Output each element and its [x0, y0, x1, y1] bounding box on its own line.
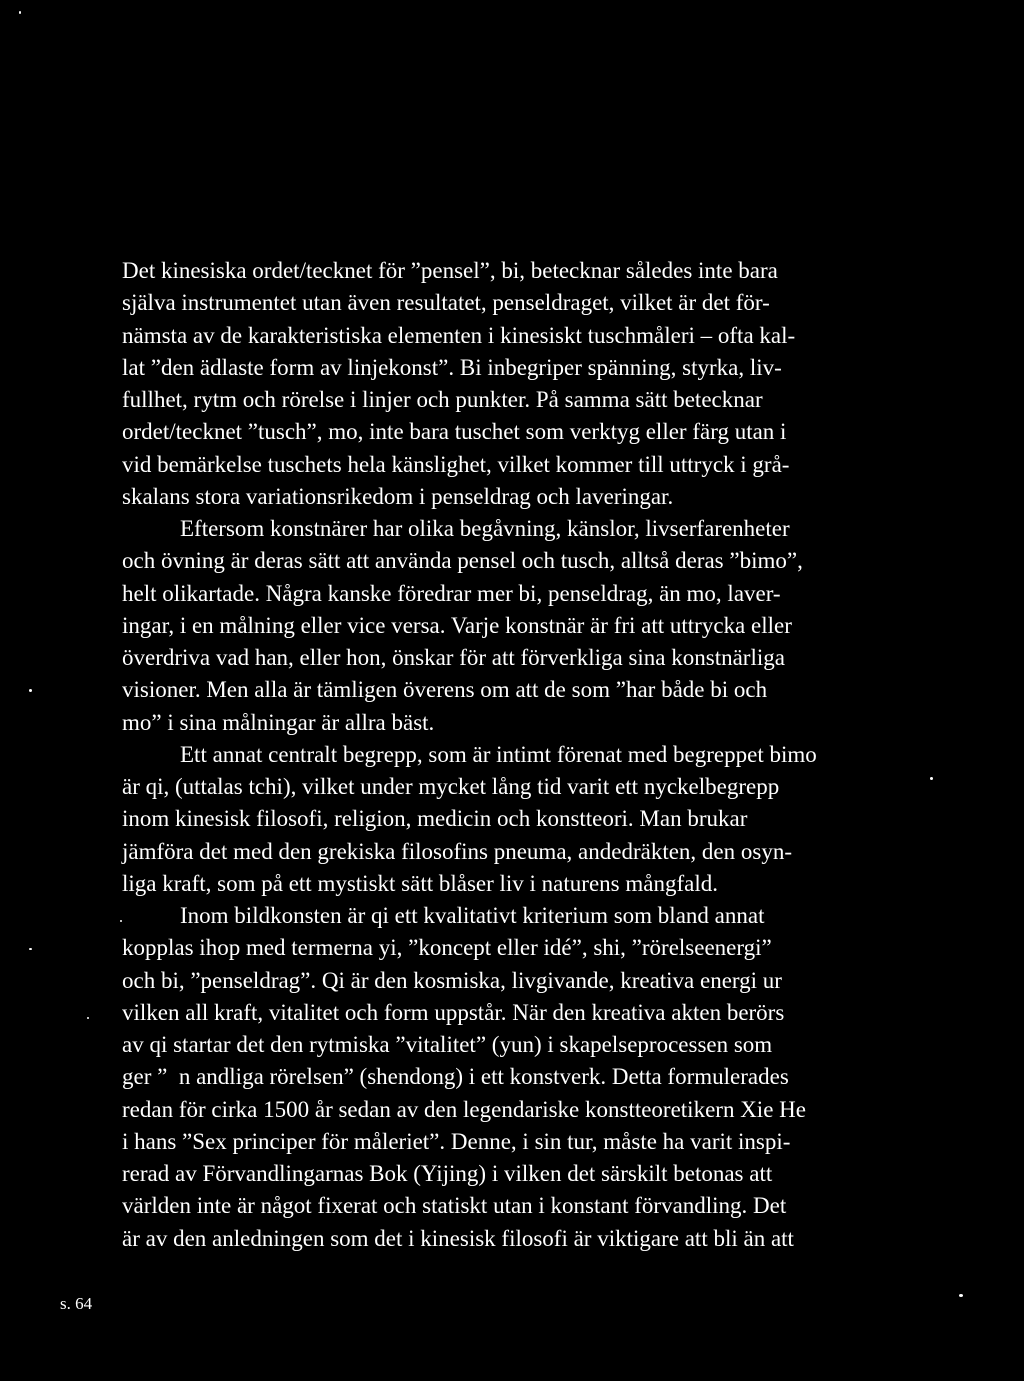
text-line: nämsta av de karakteristiska elementen i kinesiskt tuschmåleri – ofta kal- [122, 322, 796, 348]
text-line: redan för cirka 1500 år sedan av den legendariske konstteoretikern Xie He [122, 1096, 806, 1122]
text-line: lat ”den ädlaste form av linjekonst”. Bi inbegriper spänning, styrka, liv- [122, 354, 782, 380]
text-line: Ett annat centralt begrepp, som är intimt förenat med begreppet bimo [180, 741, 817, 767]
text-line: visioner. Men alla är tämligen överens om att de som ”har både bi och [122, 677, 768, 703]
text-line: själva instrumentet utan även resultatet, penseldraget, vilket är det för- [122, 290, 770, 316]
text-line: liga kraft, som på ett mystiskt sätt blåser liv i naturens mångfald. [122, 870, 718, 896]
text-line: mo” i sina målningar är allra bäst. [122, 709, 435, 735]
text-line: världen inte är något fixerat och statiskt utan i konstant förvandling. Det [122, 1193, 787, 1219]
text-line: av qi startar det den rytmiska ”vitalitet” (yun) i skapelseprocessen som [122, 1032, 773, 1057]
text-line: ger ” n andliga rörelsen” (shendong) i ett konstverk. Detta formulerades [122, 1064, 789, 1090]
text-line: kopplas ihop med termerna yi, ”koncept eller idé”, shi, ”rörelseenergi” [122, 935, 772, 961]
text-line: vid bemärkelse tuschets hela känslighet, vilket kommer till uttryck i grå- [122, 451, 790, 477]
text-line: helt olikartade. Några kanske föredrar mer bi, penseldrag, än mo, laver- [122, 580, 781, 606]
text-line: Eftersom konstnärer har olika begåvning, känslor, livserfarenheter [180, 516, 790, 541]
body-text [122, 255, 882, 1255]
text-line: skalans stora variationsrikedom i penseldrag och laveringar. [122, 483, 674, 509]
dust-speck [29, 948, 32, 950]
text-line: ingar, i en målning eller vice versa. Varje konstnär är fri att uttrycka eller [122, 612, 792, 638]
dust-speck [959, 1294, 963, 1297]
text-line: Inom bildkonsten är qi ett kvalitativt kriterium som bland annat [180, 903, 765, 928]
dust-speck [87, 1017, 89, 1019]
text-line: inom kinesisk filosofi, religion, medicin och konstteori. Man brukar [122, 806, 748, 832]
text-line: överdriva vad han, eller hon, önskar för att förverkliga sina konstnärliga [122, 645, 785, 670]
dust-speck [19, 11, 21, 14]
text-line: vilken all kraft, vitalitet och form uppstår. När den kreativa akten berörs [122, 999, 785, 1025]
text-line: och bi, ”penseldrag”. Qi är den kosmiska, livgivande, kreativa energi ur [122, 967, 782, 993]
dust-speck [930, 777, 933, 780]
text-line: i hans ”Sex principer för måleriet”. Denne, i sin tur, måste ha varit inspi- [122, 1128, 791, 1154]
text-line: fullhet, rytm och rörelse i linjer och punkter. På samma sätt betecknar [122, 387, 763, 412]
text-line: Det kinesiska ordet/tecknet för ”pensel”, bi, betecknar således inte bara [122, 258, 778, 283]
page-number: s. 64 [60, 1294, 93, 1313]
text-line: rerad av Förvandlingarnas Bok (Yijing) i vilken det särskilt betonas att [122, 1161, 773, 1186]
text-line: ordet/tecknet ”tusch”, mo, inte bara tuschet som verktyg eller färg utan i [122, 419, 787, 445]
text-line: jämföra det med den grekiska filosofins pneuma, andedräkten, den osyn- [122, 838, 792, 864]
text-line: är qi, (uttalas tchi), vilket under mycket lång tid varit ett nyckelbegrepp [122, 774, 780, 799]
text-line: och övning är deras sätt att använda pensel och tusch, alltså deras ”bimo”, [122, 548, 803, 574]
text-line: är av den anledningen som det i kinesisk filosofi är viktigare att bli än att [122, 1225, 794, 1251]
dust-speck [29, 689, 32, 692]
